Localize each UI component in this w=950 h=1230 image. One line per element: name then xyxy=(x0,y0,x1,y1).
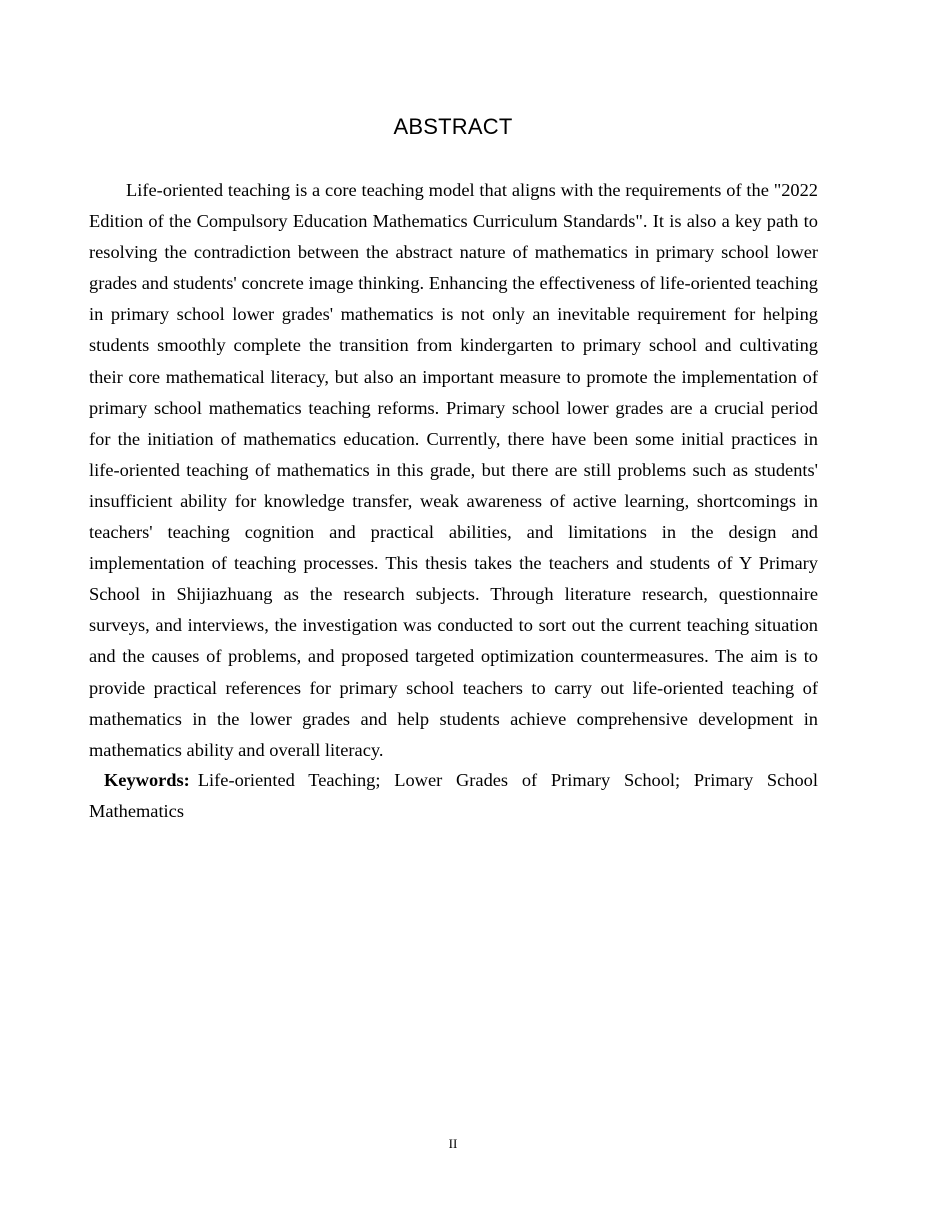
keywords-text: Life-oriented Teaching; Lower Grades of Primary School; Primary School Mathematics xyxy=(89,770,818,822)
page-number: II xyxy=(448,1136,458,1151)
abstract-body: Life-oriented teaching is a core teaching model that aligns with the requirements of the "2022 Edition of the Compulsory Education Mathematics Curriculum Standards". It is also a key path to resolving the contradiction between the abstract nature of mathematics in primary school lower grades and students' concrete image thinking. Enhancing the effectiveness of life-oriented teaching in primary school lower grades' mathematics is not only an inevitable requirement for helping students smoothly complete the transition from kindergarten to primary school and cultivating their core mathematical literacy, but also an important measure to promote the implementation of primary school mathematics teaching reforms. Primary school lower grades are a crucial period for the initiation of mathematics education. Currently, there have been some initial practices in life-oriented teaching of mathematics in this grade, but there are still problems such as students' insufficient ability for knowledge transfer, weak awareness of active learning, shortcomings in teachers' teaching cognition and practical abilities, and limitations in the design and implementation of teaching processes. This thesis takes the teachers and students of Y Primary School in Shijiazhuang as the research subjects. Through literature research, questionnaire surveys, and interviews, the investigation was conducted to sort out the current teaching situation and the causes of problems, and proposed targeted optimization countermeasures. The aim is to provide practical references for primary school teachers to carry out life-oriented teaching of mathematics in the lower grades and help students achieve comprehensive development in mathematics ability and overall literacy. xyxy=(89,180,818,760)
abstract-title: ABSTRACT xyxy=(393,114,513,139)
keywords-paragraph xyxy=(89,765,818,827)
keywords-label: Keywords: xyxy=(104,770,190,790)
